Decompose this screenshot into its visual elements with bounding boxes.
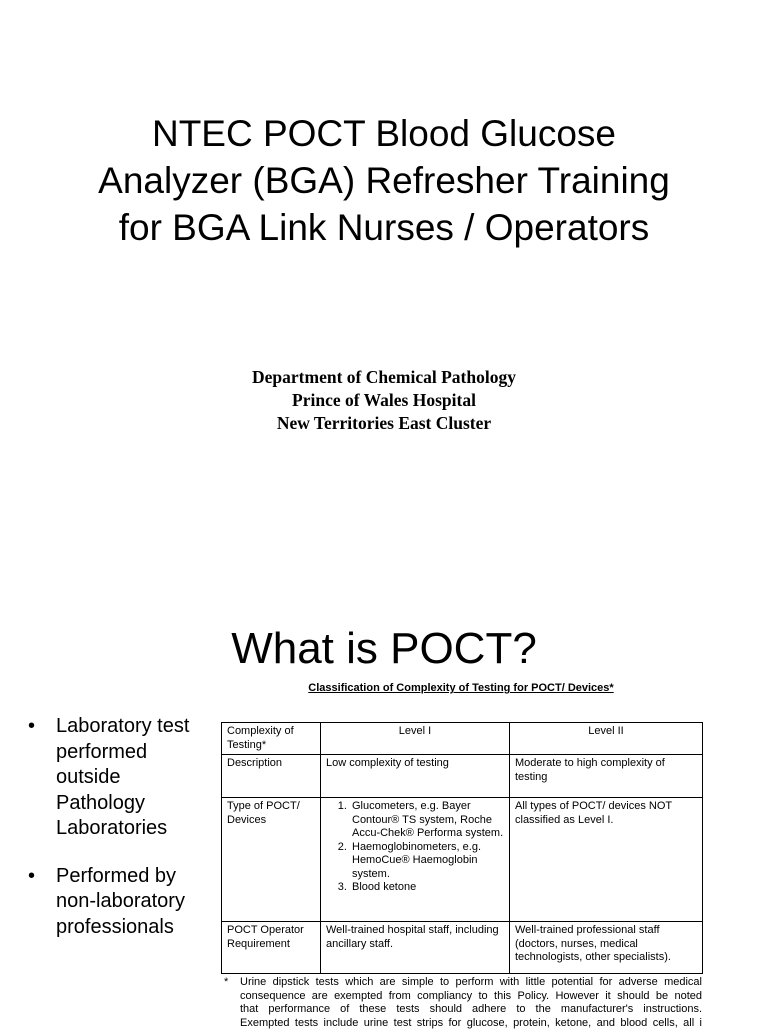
table-row-description <box>222 755 703 798</box>
table-cell: Low complexity of testing <box>321 755 510 798</box>
bullet-list <box>22 714 210 962</box>
table-row-devices <box>222 798 703 922</box>
table-caption: Classification of Complexity of Testing for POCT/ Devices* <box>222 682 700 694</box>
slide-1-title-line: NTEC POCT Blood Glucose <box>0 110 768 157</box>
table-cell: Moderate to high complexity of testing <box>510 755 703 798</box>
table-row-operator <box>222 922 703 974</box>
table-cell: Well-trained hospital staff, including ancillary staff. <box>321 922 510 974</box>
bullet-text: Performed by non-laboratory professionals <box>56 865 185 938</box>
bullet-item <box>22 714 210 842</box>
bullet-icon: • <box>28 864 35 890</box>
header-cell: Level II <box>510 723 703 755</box>
table-header-row <box>222 723 703 755</box>
table-footnote <box>222 976 702 1030</box>
slide-1-title-line: Analyzer (BGA) Refresher Training <box>0 157 768 204</box>
bullet-icon: • <box>28 714 35 740</box>
bullet-item <box>22 864 210 941</box>
slide-2-title: What is POCT? <box>0 620 768 678</box>
footnote-marker: * <box>224 976 228 990</box>
table-cell <box>321 798 510 922</box>
device-list <box>326 800 504 895</box>
device-item: 1. Glucometers, e.g. Bayer Contour® TS system, Roche Accu-Chek® Performa system. <box>350 800 504 841</box>
row-label: Type of POCT/ Devices <box>222 798 321 922</box>
footnote-line: that performance of these tests should adhere to the manufacturer's instructions. <box>240 1003 702 1017</box>
header-cell: Level I <box>321 723 510 755</box>
cluster-name: New Territories East Cluster <box>0 412 768 435</box>
footnote-line: Exempted tests include urine test strips for glucose, protein, ketone, and blood cells, all i <box>240 1017 702 1030</box>
row-label: POCT Operator Requirement <box>222 922 321 974</box>
device-item: 2. Haemoglobinometers, e.g. HemoCue® Haemoglobin system. <box>350 841 504 882</box>
department-name: Department of Chemical Pathology <box>0 366 768 389</box>
row-label: Description <box>222 755 321 798</box>
table-cell: Well-trained professional staff (doctors, nurses, medical technologists, other specialists). <box>510 922 703 974</box>
footnote-line: Urine dipstick tests which are simple to perform with little potential for adverse medical <box>240 976 702 990</box>
footnote-line: consequence are exempted from compliancy to this Policy. However it should be noted <box>240 990 702 1004</box>
footnote-text <box>240 976 702 1030</box>
header-cell: Complexity of Testing* <box>222 723 321 755</box>
slide-1-title-line: for BGA Link Nurses / Operators <box>0 204 768 251</box>
table-cell: All types of POCT/ devices NOT classified as Level I. <box>510 798 703 922</box>
slide-1-title <box>0 110 768 251</box>
department-block <box>0 366 768 435</box>
device-item: 3. Blood ketone <box>350 881 504 895</box>
hospital-name: Prince of Wales Hospital <box>0 389 768 412</box>
poct-classification-table <box>221 722 703 974</box>
bullet-text: Laboratory test performed outside Pathology Laboratories <box>56 715 189 839</box>
